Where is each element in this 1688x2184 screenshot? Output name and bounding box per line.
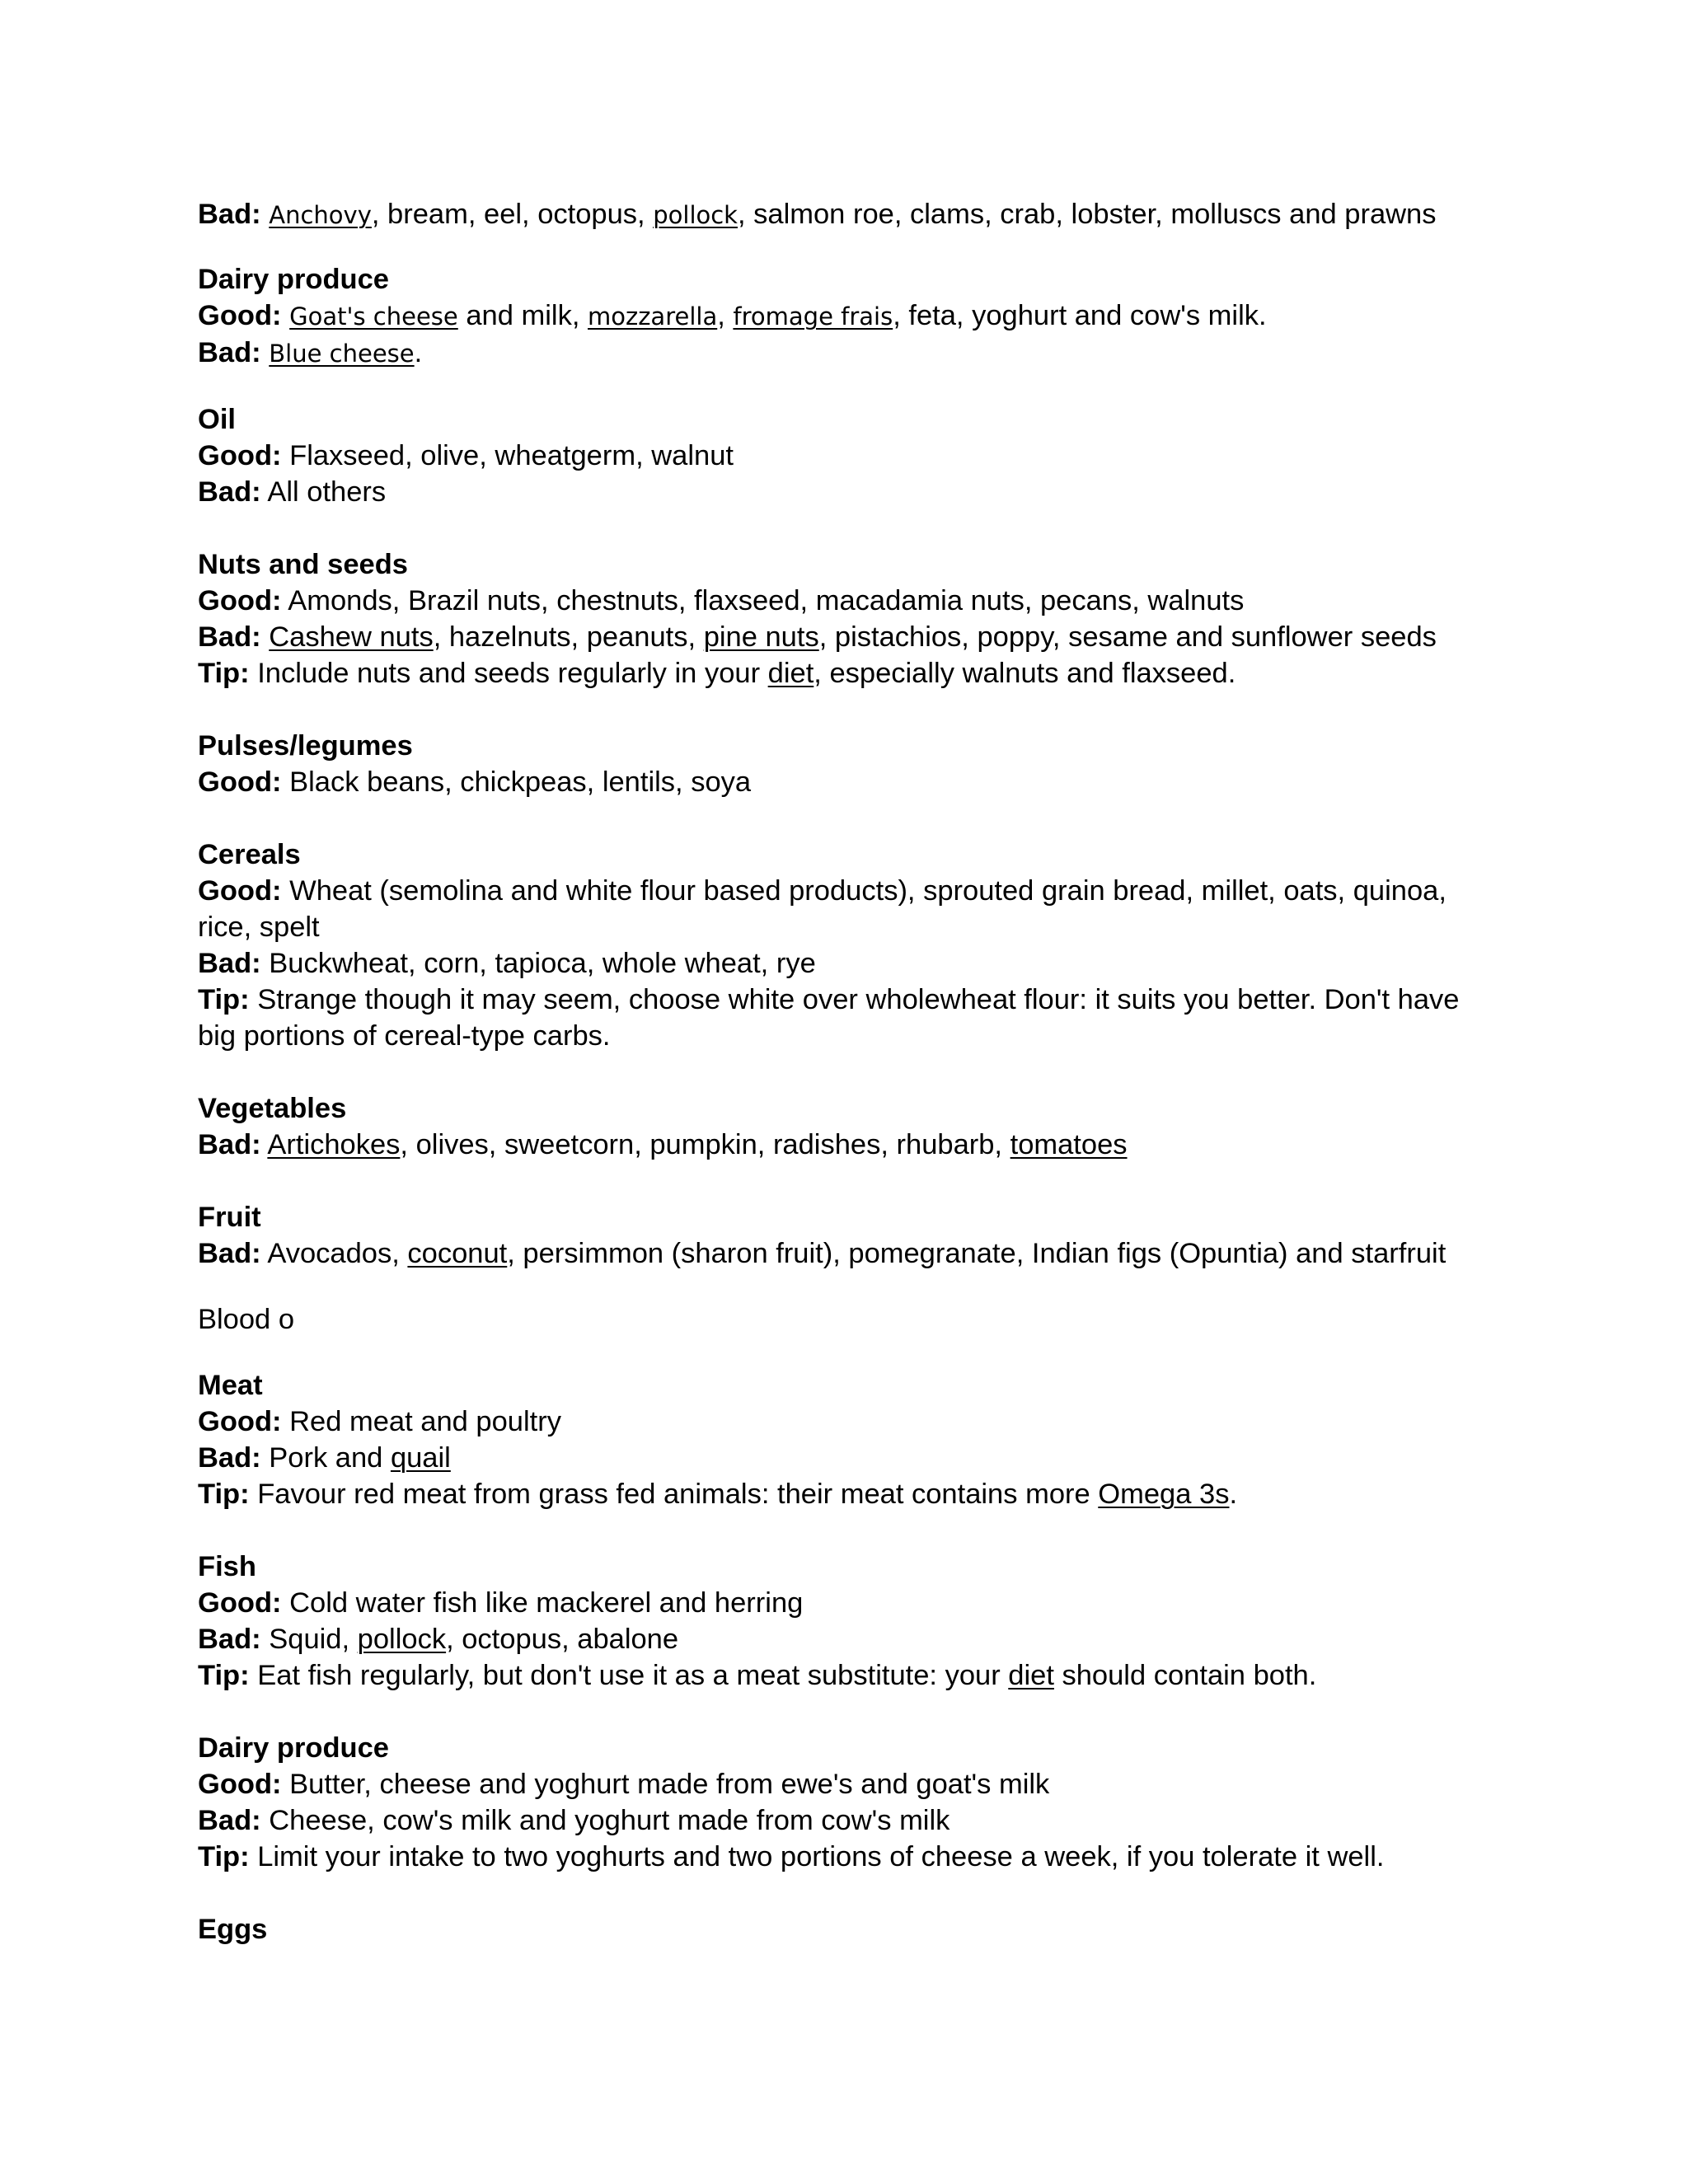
link-pollock[interactable]: pollock: [357, 1624, 447, 1655]
tip-label: Tip:: [198, 1841, 250, 1872]
document-page: [198, 196, 1500, 1947]
section-title-oil: Oil: [198, 404, 237, 435]
cereals-bad-line: [198, 945, 1500, 982]
good-label: Good:: [198, 875, 282, 907]
text: , octopus, abalone: [446, 1624, 679, 1655]
link-pine-nuts[interactable]: pine nuts: [703, 621, 819, 653]
dairy2-tip-line: [198, 1839, 1500, 1875]
link-coconut[interactable]: coconut: [407, 1238, 508, 1269]
text: should contain both.: [1053, 1660, 1317, 1691]
nuts-bad-line: [198, 619, 1500, 655]
text: Wheat (semolina and white flour based products), sprouted grain bread, millet, oats, quinoa, rice, spelt: [198, 875, 1447, 943]
section-title-dairy: Dairy produce: [198, 264, 389, 295]
fish-tip-line: [198, 1657, 1500, 1694]
meat-bad-line: [198, 1440, 1500, 1476]
text: and milk,: [457, 300, 588, 331]
text: , bream, eel, octopus,: [371, 199, 654, 230]
text: Strange though it may seem, choose white over wholewheat flour: it suits you better. Don't have big portions of cereal-type carbs.: [198, 984, 1460, 1052]
dairy2-bad-line: [198, 1802, 1500, 1839]
text: Amonds, Brazil nuts, chestnuts, flaxseed, macadamia nuts, pecans, walnuts: [281, 585, 1245, 616]
text: Buckwheat, corn, tapioca, whole wheat, rye: [260, 948, 816, 979]
text: .: [1229, 1479, 1238, 1510]
bad-label: Bad:: [198, 1442, 261, 1474]
section-title-dairy-2: Dairy produce: [198, 1732, 389, 1764]
link-cashew-nuts[interactable]: Cashew nuts: [269, 621, 434, 653]
text: Red meat and poultry: [281, 1406, 561, 1437]
text: Flaxseed, olive, wheatgerm, walnut: [281, 440, 734, 471]
text: All others: [260, 476, 387, 508]
bad-label: Bad:: [198, 1805, 261, 1836]
section-title-pulses: Pulses/legumes: [198, 730, 413, 762]
text: Squid,: [260, 1624, 358, 1655]
good-label: Good:: [198, 1587, 282, 1619]
bad-label: Bad:: [198, 1624, 261, 1655]
cereals-tip-line: [198, 982, 1500, 1054]
vegetables-bad-line: [198, 1127, 1500, 1163]
nuts-tip-line: [198, 655, 1500, 691]
text: , olives, sweetcorn, pumpkin, radishes, rhubarb,: [400, 1129, 1010, 1160]
meat-tip-line: [198, 1476, 1500, 1512]
text: , feta, yoghurt and cow's milk.: [893, 300, 1267, 331]
section-title-cereals: Cereals: [198, 839, 301, 870]
text: Favour red meat from grass fed animals: their meat contains more: [249, 1479, 1099, 1510]
text: , salmon roe, clams, crab, lobster, molluscs and prawns: [737, 199, 1437, 230]
good-label: Good:: [198, 440, 282, 471]
text: , persimmon (sharon fruit), pomegranate, Indian figs (Opuntia) and starfruit: [507, 1238, 1447, 1269]
tip-label: Tip:: [198, 1660, 250, 1691]
section-title-vegetables: Vegetables: [198, 1093, 347, 1124]
text: Limit your intake to two yoghurts and two portions of cheese a week, if you tolerate it well.: [249, 1841, 1385, 1872]
pulses-good-line: [198, 764, 1500, 800]
tip-label: Tip:: [198, 658, 250, 689]
nuts-good-line: [198, 583, 1500, 619]
link-pollock[interactable]: pollock: [653, 201, 738, 229]
link-blue-cheese[interactable]: Blue cheese: [269, 340, 415, 368]
bad-label: Bad:: [198, 621, 261, 653]
tip-label: Tip:: [198, 984, 250, 1015]
bad-label: Bad:: [198, 1129, 261, 1160]
good-label: Good:: [198, 1406, 282, 1437]
bad-label: Bad:: [198, 476, 261, 508]
cereals-good-line: [198, 873, 1500, 945]
dairy-bad-line: [198, 335, 1500, 372]
fish-bad-line: [198, 1621, 1500, 1657]
blood-type-heading: Blood o: [198, 1304, 295, 1335]
section-title-fruit: Fruit: [198, 1202, 261, 1233]
text: [261, 621, 270, 653]
meat-good-line: [198, 1404, 1500, 1440]
bad-label: Bad:: [198, 337, 261, 368]
text: Pork and: [260, 1442, 391, 1474]
good-label: Good:: [198, 300, 282, 331]
text: Butter, cheese and yoghurt made from ewe's and goat's milk: [281, 1769, 1050, 1800]
dairy-good-line: [198, 298, 1500, 335]
link-quail[interactable]: quail: [390, 1442, 451, 1474]
text: .: [414, 337, 423, 368]
link-fromage-frais[interactable]: fromage frais: [733, 302, 893, 330]
text: ,: [717, 300, 734, 331]
fish-good-line: [198, 1585, 1500, 1621]
bad-label: Bad:: [198, 948, 261, 979]
link-omega-3s[interactable]: Omega 3s: [1098, 1479, 1230, 1510]
oil-good-line: [198, 438, 1500, 474]
good-label: Good:: [198, 585, 282, 616]
text: , especially walnuts and flaxseed.: [814, 658, 1236, 689]
bad-label: Bad:: [198, 1238, 261, 1269]
section-title-eggs: Eggs: [198, 1914, 268, 1945]
oil-bad-line: [198, 474, 1500, 510]
good-label: Good:: [198, 766, 282, 798]
seafood-bad-line: [198, 196, 1500, 233]
section-title-nuts: Nuts and seeds: [198, 549, 408, 580]
bad-label: Bad:: [198, 199, 261, 230]
link-goats-cheese[interactable]: Goat's cheese: [289, 302, 458, 330]
text: Include nuts and seeds regularly in your: [249, 658, 768, 689]
section-title-meat: Meat: [198, 1370, 263, 1401]
text: Cheese, cow's milk and yoghurt made from cow's milk: [260, 1805, 950, 1836]
link-diet[interactable]: diet: [1008, 1660, 1054, 1691]
link-tomatoes[interactable]: tomatoes: [1010, 1129, 1128, 1160]
text: Avocados,: [260, 1238, 408, 1269]
link-artichokes[interactable]: Artichokes: [267, 1129, 401, 1160]
text: , pistachios, poppy, sesame and sunflower seeds: [818, 621, 1437, 653]
dairy2-good-line: [198, 1766, 1500, 1802]
tip-label: Tip:: [198, 1479, 250, 1510]
link-anchovy[interactable]: Anchovy: [269, 201, 372, 229]
text: , hazelnuts, peanuts,: [433, 621, 704, 653]
link-mozzarella[interactable]: mozzarella: [588, 302, 718, 330]
section-title-fish: Fish: [198, 1551, 256, 1582]
fruit-bad-line: [198, 1235, 1500, 1272]
text: Eat fish regularly, but don't use it as a meat substitute: your: [249, 1660, 1009, 1691]
text: Black beans, chickpeas, lentils, soya: [281, 766, 752, 798]
link-diet[interactable]: diet: [767, 658, 814, 689]
text: Cold water fish like mackerel and herring: [281, 1587, 804, 1619]
good-label: Good:: [198, 1769, 282, 1800]
